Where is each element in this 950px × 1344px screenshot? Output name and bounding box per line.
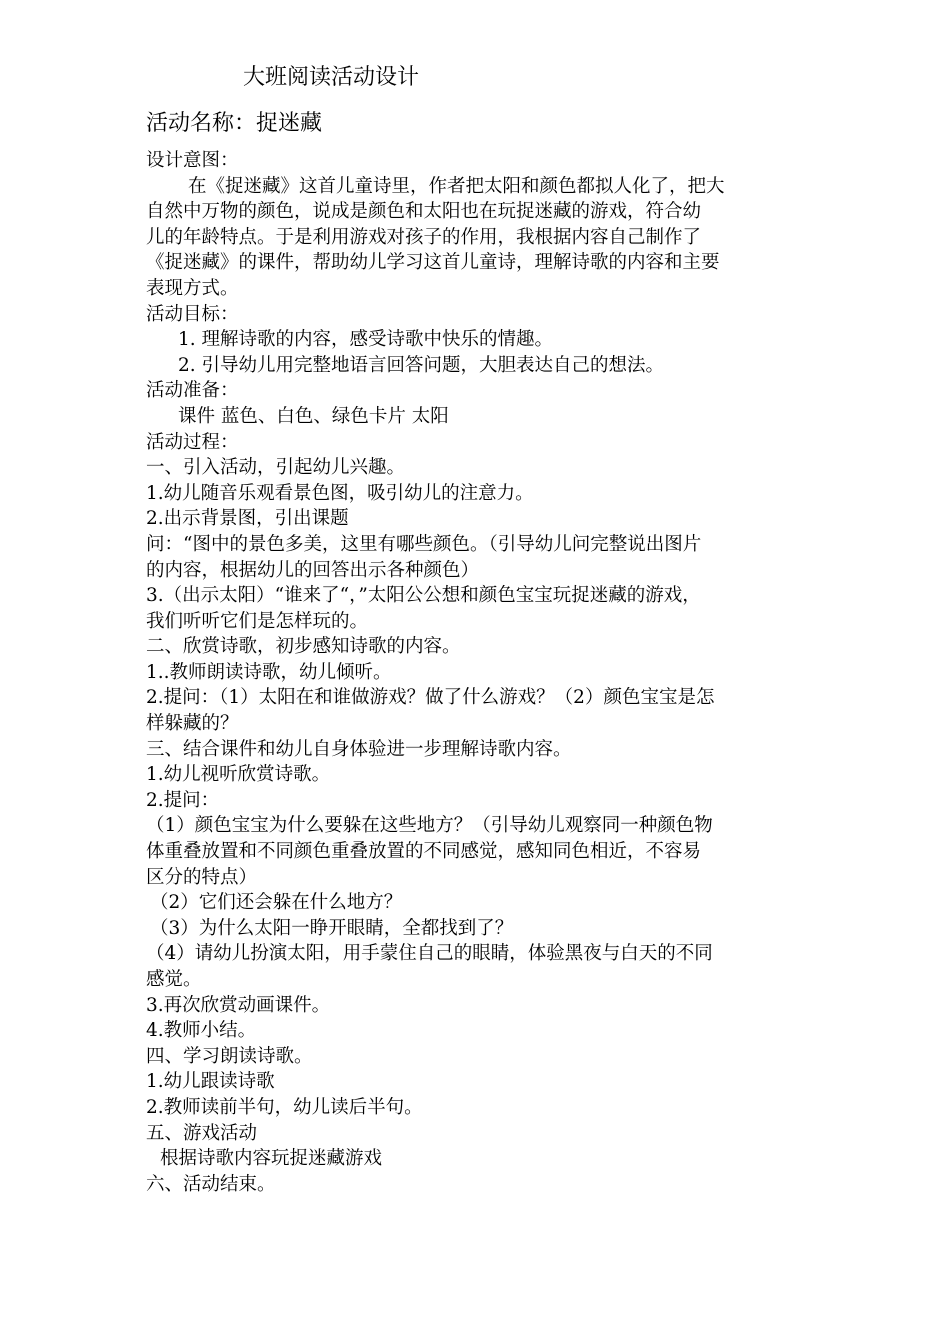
text-line: （3）为什么太阳一睁开眼睛，全都找到了？ [150, 917, 514, 939]
text-line: 体重叠放置和不同颜色重叠放置的不同感觉，感知同色相近，不容易 [146, 841, 702, 863]
text-line: 2.教师读前半句，幼儿读后半句。 [146, 1096, 423, 1118]
text-line: 课件 蓝色、白色、绿色卡片 太阳 [178, 405, 449, 427]
text-line: 儿的年龄特点。于是利用游戏对孩子的作用，我根据内容自己制作了 [146, 226, 702, 248]
text-line: 1. 理解诗歌的内容，感受诗歌中快乐的情趣。 [178, 329, 554, 351]
text-line: 表现方式。 [146, 277, 239, 299]
text-line: 四、学习朗读诗歌。 [146, 1045, 313, 1067]
text-line: 感觉。 [146, 969, 202, 990]
document-body [146, 148, 814, 1197]
document-page [146, 62, 814, 1197]
text-line: 一、引入活动，引起幼儿兴趣。 [146, 457, 406, 479]
text-line: 2.出示背景图，引出课题 [146, 508, 349, 530]
activity-name-heading: 活动名称：捉迷藏 [146, 111, 323, 136]
text-line: 3.（出示太阳）“谁来了“，”太阳公公想和颜色宝宝玩捉迷藏的游戏， [146, 585, 701, 607]
text-line: 样躲藏的？ [146, 713, 239, 735]
text-line: 活动过程： [146, 431, 239, 453]
text-line: 活动目标： [146, 303, 239, 325]
text-line: 1.幼儿跟读诗歌 [146, 1071, 275, 1093]
text-line: 根据诗歌内容玩捉迷藏游戏 [160, 1148, 383, 1170]
text-line: 4.教师小结。 [146, 1020, 257, 1042]
text-line: 《捉迷藏》的课件，帮助幼儿学习这首儿童诗，理解诗歌的内容和主要 [146, 252, 720, 274]
text-line: 三、结合课件和幼儿自身体验进一步理解诗歌内容。 [146, 738, 572, 760]
text-line: 六、活动结束。 [146, 1173, 276, 1195]
text-line: 设计意图： [146, 150, 239, 171]
text-line: 1.幼儿视听欣赏诗歌。 [146, 764, 331, 786]
document-title: 大班阅读活动设计 [243, 65, 420, 90]
text-line: 我们听听它们是怎样玩的。 [146, 610, 369, 632]
text-line: 区分的特点） [146, 866, 258, 888]
text-line: 在《捉迷藏》这首儿童诗里，作者把太阳和颜色都拟人化了，把大 [188, 175, 725, 197]
text-line: （1）颜色宝宝为什么要躲在这些地方？（引导幼儿观察同一种颜色物 [146, 815, 713, 837]
text-line: 3.再次欣赏动画课件。 [146, 994, 331, 1016]
text-line: 二、欣赏诗歌，初步感知诗歌的内容。 [146, 636, 461, 658]
text-line: 问：“图中的景色多美，这里有哪些颜色。（引导幼儿问完整说出图片 [146, 533, 702, 555]
text-line: （2）它们还会躲在什么地方？ [150, 892, 403, 914]
text-line: （4）请幼儿扮演太阳，用手蒙住自己的眼睛，体验黑夜与白天的不同 [146, 943, 713, 965]
text-line: 2.提问：（1）太阳在和谁做游戏？做了什么游戏？（2）颜色宝宝是怎 [146, 687, 715, 709]
text-line: 2.提问： [146, 789, 220, 811]
text-line: 1.幼儿随音乐观看景色图，吸引幼儿的注意力。 [146, 482, 534, 504]
text-line: 活动准备： [146, 380, 239, 402]
text-line: 的内容，根据幼儿的回答出示各种颜色） [146, 559, 480, 581]
text-line: 自然中万物的颜色，说成是颜色和太阳也在玩捉迷藏的游戏，符合幼 [146, 201, 702, 223]
text-line: 1..教师朗读诗歌，幼儿倾听。 [146, 661, 392, 683]
text-line: 五、游戏活动 [146, 1122, 258, 1144]
text-line: 2. 引导幼儿用完整地语言回答问题，大胆表达自己的想法。 [178, 354, 665, 376]
